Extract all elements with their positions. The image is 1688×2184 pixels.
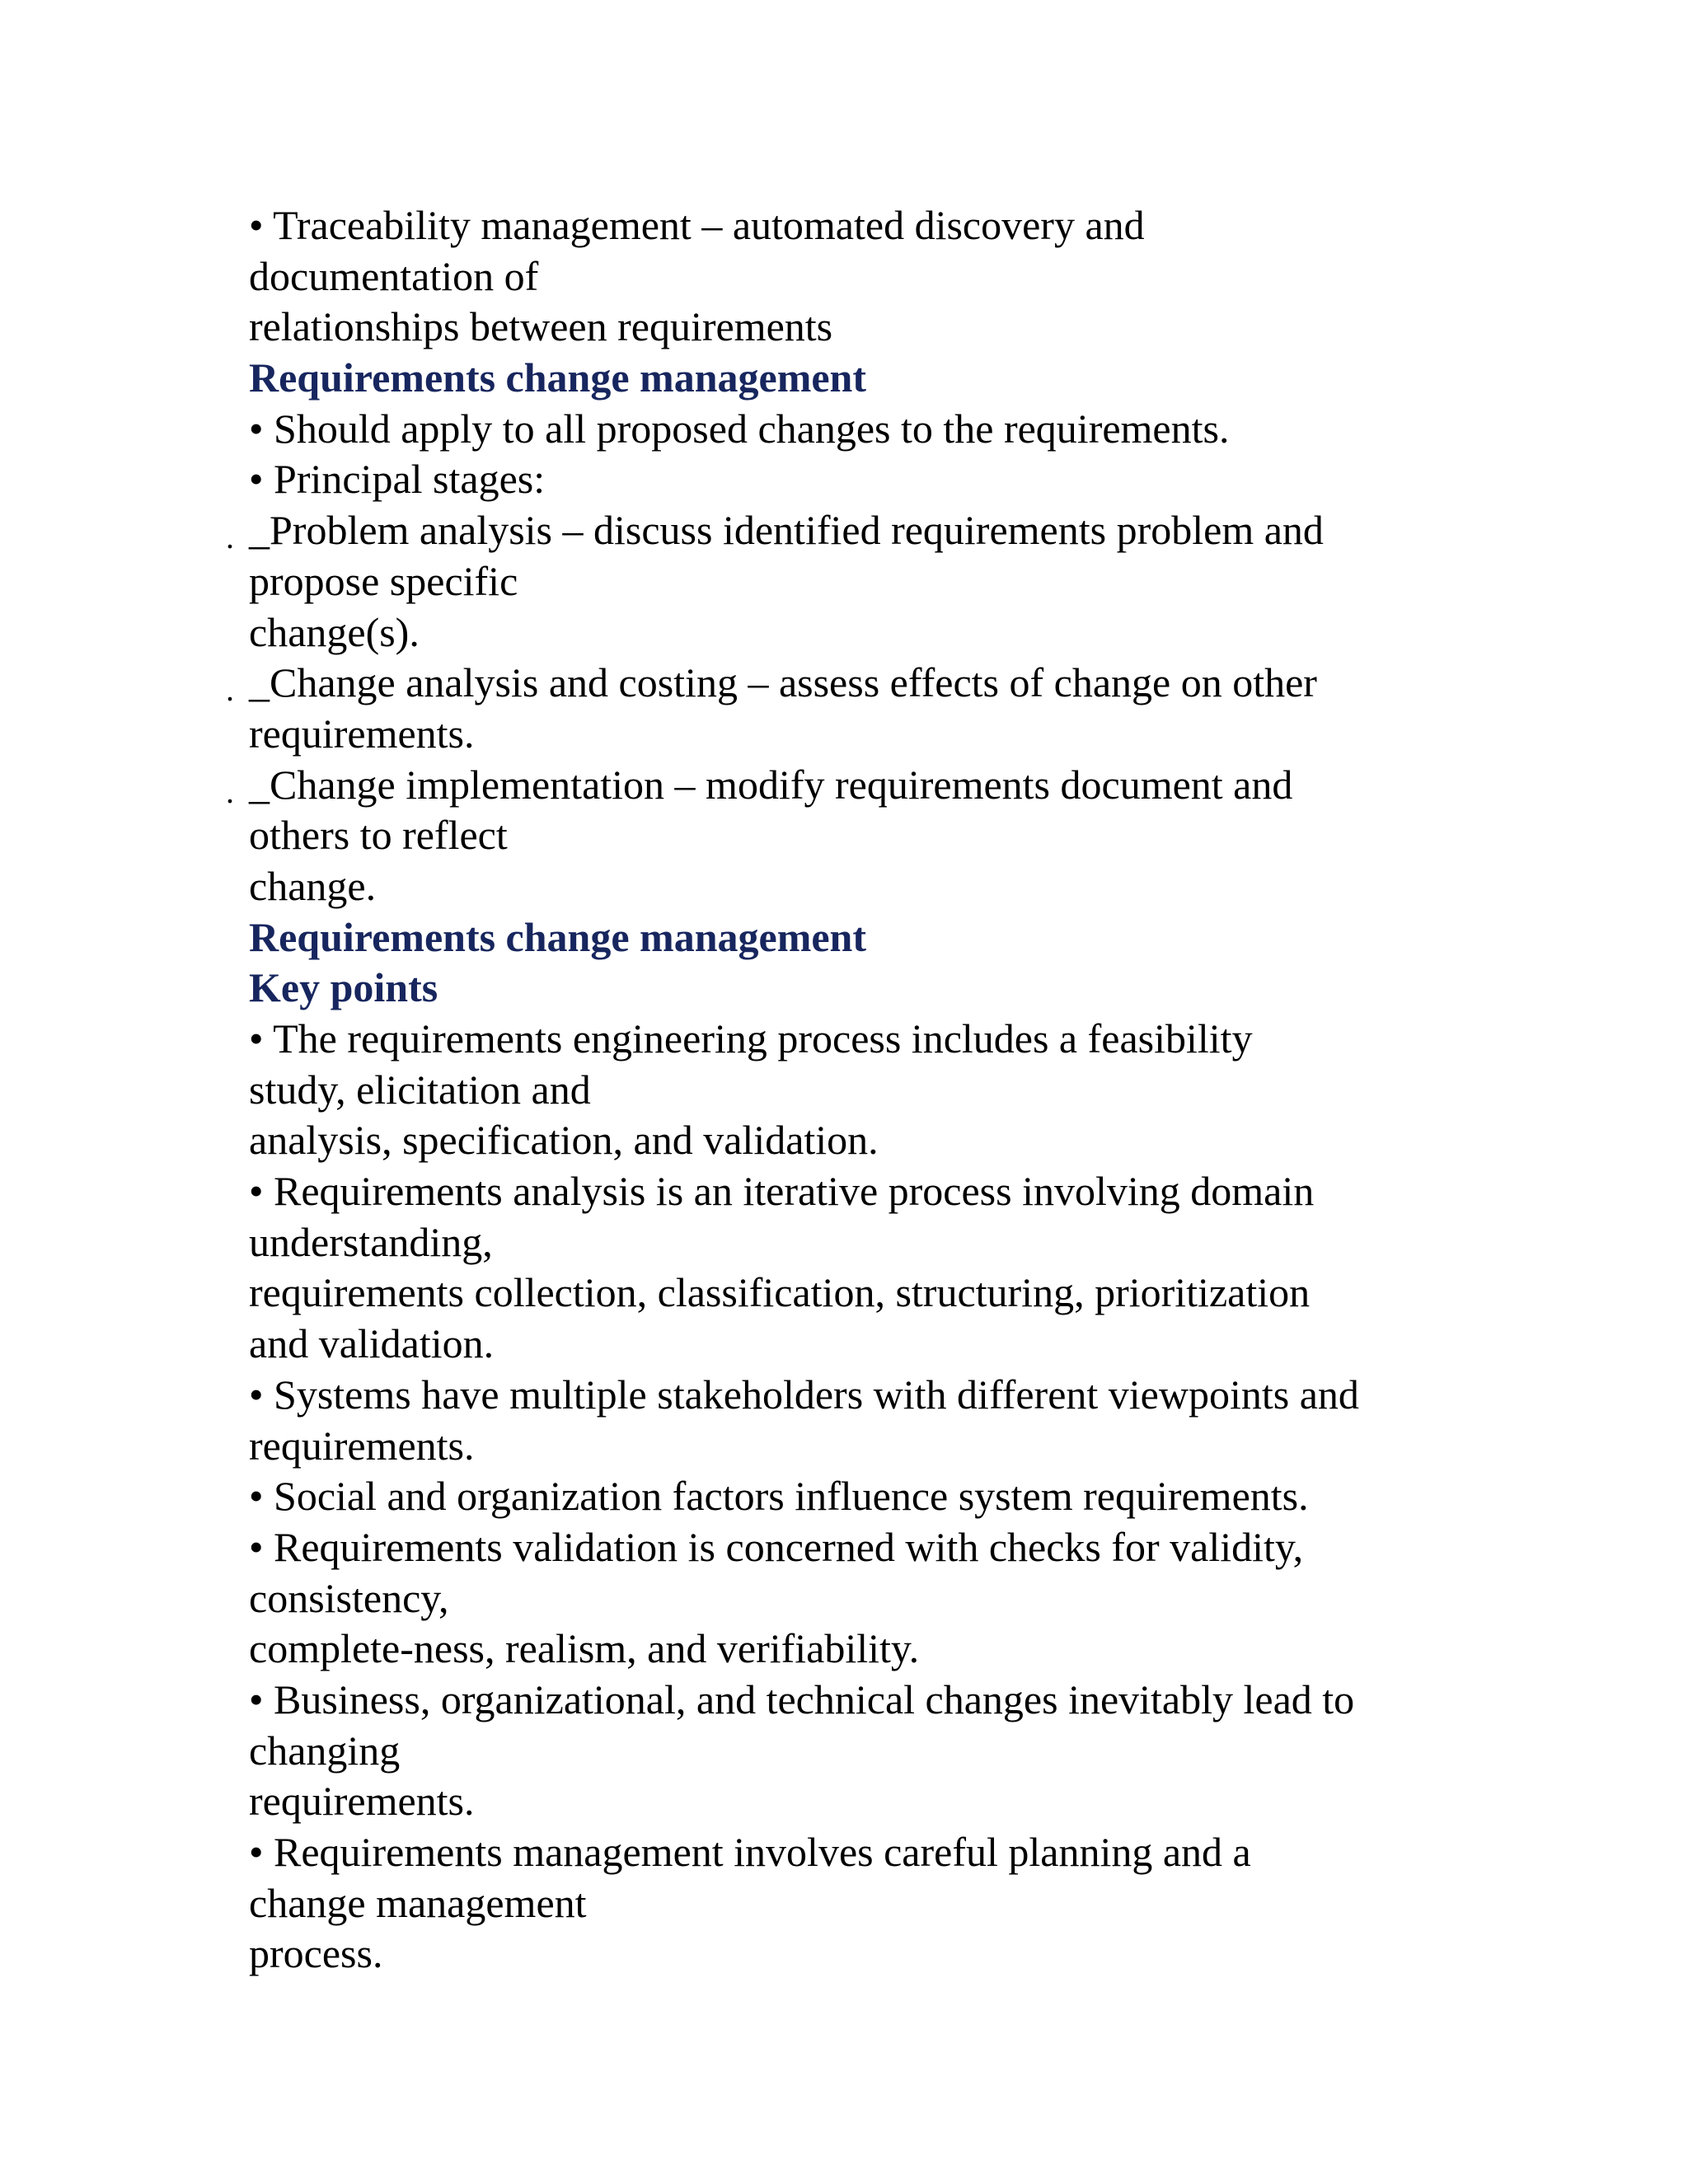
section-heading: [249, 912, 1485, 963]
line-text: • Requirements management involves careful planning and a: [249, 1829, 1251, 1875]
line-text: _Change implementation – modify requirements document and: [249, 761, 1293, 808]
list-marker: .: [226, 518, 234, 556]
line-text: change(s).: [249, 608, 420, 655]
text-line: [249, 556, 1485, 607]
line-text: • Social and organization factors influence system requirements.: [249, 1473, 1309, 1520]
text-line: [249, 1878, 1485, 1929]
section-heading: [249, 963, 1485, 1014]
text-line: [249, 607, 1485, 658]
text-line: [249, 1776, 1485, 1827]
text-line: [249, 1268, 1485, 1319]
line-text: Key points: [249, 964, 438, 1011]
text-line: [249, 709, 1485, 760]
line-text: change management: [249, 1879, 587, 1926]
text-line: [226, 658, 1485, 709]
line-text: propose specific: [249, 557, 518, 604]
text-line: [249, 1675, 1485, 1726]
text-line: [249, 1065, 1485, 1116]
text-line: [249, 1827, 1485, 1878]
line-text: complete-ness, realism, and verifiability.: [249, 1625, 920, 1672]
line-text: • Should apply to all proposed changes to the requirements.: [249, 405, 1230, 452]
text-line: [249, 1929, 1485, 1980]
text-line: [249, 1522, 1485, 1573]
line-text: • Business, organizational, and technical changes inevitably lead to: [249, 1675, 1355, 1722]
text-line: [249, 1421, 1485, 1472]
line-text: relationships between requirements: [249, 303, 833, 350]
list-marker: .: [226, 671, 234, 709]
line-text: consistency,: [249, 1574, 449, 1621]
line-text: understanding,: [249, 1218, 493, 1265]
text-line: [249, 1370, 1485, 1421]
line-text: documentation of: [249, 252, 539, 299]
text-line: [249, 1573, 1485, 1624]
text-line: [249, 1726, 1485, 1777]
text-line: [249, 1166, 1485, 1217]
line-text: _Change analysis and costing – assess effects of change on other: [249, 659, 1317, 706]
line-text: others to reflect: [249, 812, 508, 859]
text-line: [226, 760, 1485, 811]
list-marker: .: [226, 772, 234, 810]
section-heading: [249, 353, 1485, 404]
line-text: changing: [249, 1727, 401, 1774]
line-text: Requirements change management: [249, 913, 866, 960]
line-text: • Systems have multiple stakeholders with different viewpoints and: [249, 1371, 1359, 1418]
line-text: • Requirements analysis is an iterative process involving domain: [249, 1168, 1315, 1215]
line-text: study, elicitation and: [249, 1066, 591, 1113]
text-line: [249, 200, 1485, 251]
line-text: change.: [249, 862, 377, 909]
line-text: process.: [249, 1930, 383, 1977]
line-text: _Problem analysis – discuss identified requirements problem and: [249, 507, 1324, 554]
text-line: [249, 1624, 1485, 1675]
line-text: and validation.: [249, 1320, 495, 1367]
text-line: [249, 1014, 1485, 1065]
text-line: [249, 810, 1485, 861]
text-line: [226, 505, 1485, 556]
text-line: [249, 861, 1485, 912]
line-text: • Traceability management – automated discovery and: [249, 202, 1145, 248]
line-text: requirements.: [249, 1778, 475, 1825]
line-text: analysis, specification, and validation.: [249, 1117, 879, 1164]
text-line: [249, 1115, 1485, 1166]
document-body: [226, 200, 1485, 1980]
text-line: [249, 404, 1485, 455]
line-text: • Requirements validation is concerned with checks for validity,: [249, 1523, 1304, 1570]
text-line: [249, 454, 1485, 505]
line-text: • Principal stages:: [249, 456, 546, 503]
line-text: requirements.: [249, 710, 475, 757]
line-text: requirements collection, classification, structuring, prioritization: [249, 1269, 1311, 1316]
line-text: Requirements change management: [249, 354, 866, 401]
line-text: • The requirements engineering process includes a feasibility: [249, 1015, 1253, 1062]
text-line: [249, 1471, 1485, 1522]
text-line: [249, 1319, 1485, 1370]
text-line: [249, 1217, 1485, 1268]
text-line: [249, 251, 1485, 302]
text-line: [249, 302, 1485, 353]
line-text: requirements.: [249, 1422, 475, 1469]
